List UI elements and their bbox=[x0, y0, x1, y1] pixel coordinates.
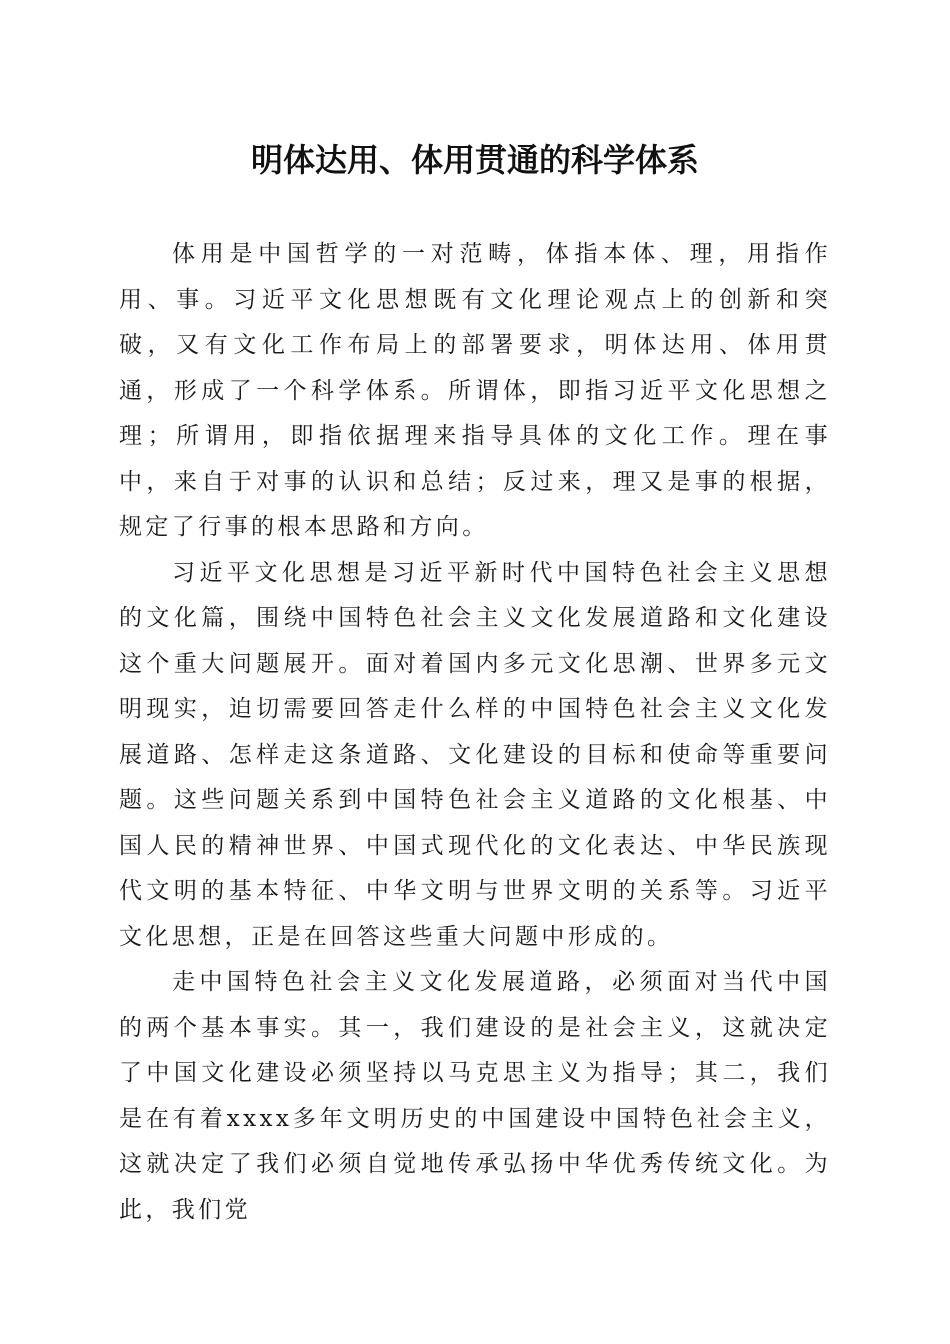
document-body bbox=[119, 232, 831, 1233]
document-title: 明体达用、体用贯通的科学体系 bbox=[250, 141, 699, 179]
paragraph-1: 体用是中国哲学的一对范畴，体指本体、理，用指作用、事。习近平文化思想既有文化理论观点上的创新和突破，又有文化工作布局上的部署要求，明体达用、体用贯通，形成了一个科学体系。所谓体，即指习近平文化思想之理；所谓用，即指依据理来指导具体的文化工作。理在事中，来自于对事的认识和总结；反过来，理又是事的根据，规定了行事的根本思路和方向。 bbox=[119, 241, 831, 540]
paragraph-2: 习近平文化思想是习近平新时代中国特色社会主义思想的文化篇，围绕中国特色社会主义文化发展道路和文化建设这个重大问题展开。面对着国内多元文化思潮、世界多元文明现实，迫切需要回答走什么样的中国特色社会主义文化发展道路、怎样走这条道路、文化建设的目标和使命等重要问题。这些问题关系到中国特色社会主义道路的文化根基、中国人民的精神世界、中国式现代化的文化表达、中华民族现代文明的基本特征、中华文明与世界文明的关系等。习近平文化思想，正是在回答这些重大问题中形成的。 bbox=[119, 559, 831, 950]
paragraph-3: 走中国特色社会主义文化发展道路，必须面对当代中国的两个基本事实。其一，我们建设的是社会主义，这就决定了中国文化建设必须坚持以马克思主义为指导；其二，我们是在有着xxxx多年文明历史的中国建设中国特色社会主义，这就决定了我们必须自觉地传承弘扬中华优秀传统文化。为此，我们党 bbox=[119, 969, 831, 1223]
